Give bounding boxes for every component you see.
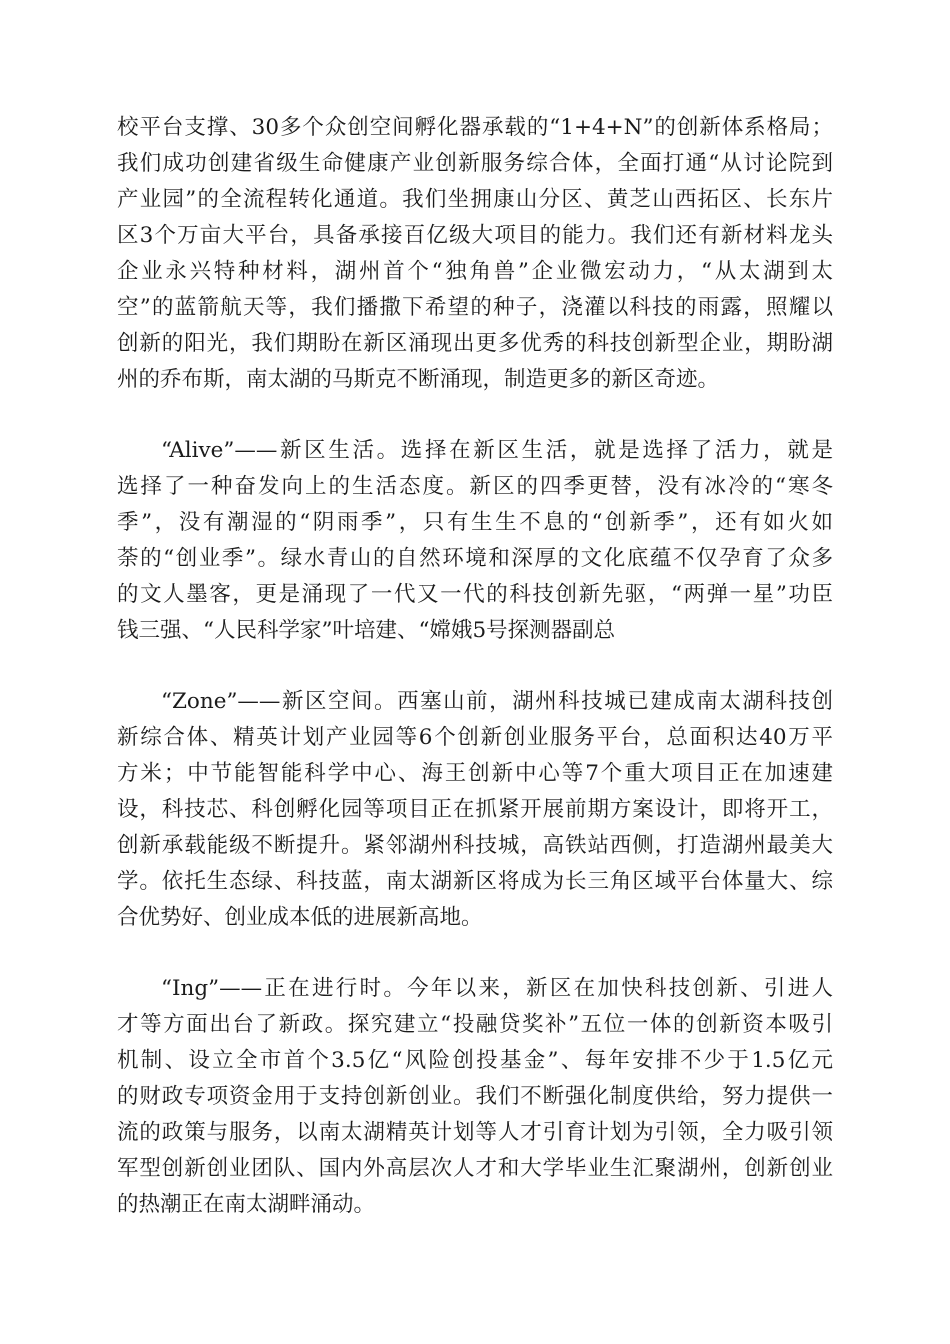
text-line: 季”，没有潮湿的“阴雨季”，只有生生不息的“创新季”，还有如火如	[117, 510, 833, 535]
text-line: 的财政专项资金用于支持创新创业。我们不断强化制度供给，努力提供一	[117, 1084, 833, 1109]
text-line: 创新承载能级不断提升。紧邻湖州科技城，高铁站西侧，打造湖州最美大	[117, 833, 833, 858]
paragraph-zone	[117, 684, 833, 936]
text-line: 选择了一种奋发向上的生活态度。新区的四季更替，没有冰冷的“寒冬	[117, 474, 833, 499]
text-line: 流的政策与服务，以南太湖精英计划等人才引育计划为引领，全力吸引领	[117, 1120, 833, 1145]
text-line: 军型创新创业团队、国内外高层次人才和大学毕业生汇聚湖州，创新创业	[117, 1156, 833, 1181]
text-line: 新综合体、精英计划产业园等6个创新创业服务平台，总面积达40万平	[117, 725, 833, 750]
paragraph-ing	[117, 971, 833, 1223]
text-line: 空”的蓝箭航天等，我们播撒下希望的种子，浇灌以科技的雨露，照耀以	[117, 295, 833, 320]
body-text	[117, 110, 833, 1258]
text-line: 钱三强、“人民科学家”叶培建、“嫦娥5号探测器副总	[117, 618, 616, 643]
paragraph-innovation-system	[117, 110, 833, 398]
text-line: 区3个万亩大平台，具备承接百亿级大项目的能力。我们还有新材料龙头	[117, 223, 833, 248]
text-line: 的热潮正在南太湖畔涌动。	[117, 1192, 376, 1217]
text-line: 设，科技芯、科创孵化园等项目正在抓紧开展前期方案设计，即将开工，	[117, 797, 833, 822]
paragraph-alive	[117, 433, 833, 649]
text-line: 的文人墨客，更是涌现了一代又一代的科技创新先驱，“两弹一星”功臣	[117, 582, 833, 607]
text-line: 荼的“创业季”。绿水青山的自然环境和深厚的文化底蕴不仅孕育了众多	[117, 546, 833, 571]
text-line: 州的乔布斯，南太湖的马斯克不断涌现，制造更多的新区奇迹。	[117, 367, 720, 392]
text-line: 才等方面出台了新政。探究建立“投融贷奖补”五位一体的创新资本吸引	[117, 1012, 833, 1037]
text-line: 机制、设立全市首个3.5亿“风险创投基金”、每年安排不少于1.5亿元	[117, 1048, 833, 1073]
text-line: 方米；中节能智能科学中心、海王创新中心等7个重大项目正在加速建	[117, 761, 833, 786]
text-line: 创新的阳光，我们期盼在新区涌现出更多优秀的科技创新型企业，期盼湖	[117, 331, 833, 356]
text-line: “Zone”——新区空间。西塞山前，湖州科技城已建成南太湖科技创	[161, 689, 833, 714]
text-line: 企业永兴特种材料，湖州首个“独角兽”企业微宏动力，“从太湖到太	[117, 259, 833, 284]
text-line: 我们成功创建省级生命健康产业创新服务综合体，全面打通“从讨论院到	[117, 151, 833, 176]
text-line: “Ing”——正在进行时。今年以来，新区在加快科技创新、引进人	[161, 976, 833, 1001]
text-line: “Alive”——新区生活。选择在新区生活，就是选择了活力，就是	[161, 438, 833, 463]
text-line: 学。依托生态绿、科技蓝，南太湖新区将成为长三角区域平台体量大、综	[117, 869, 833, 894]
text-line: 合优势好、创业成本低的进展新高地。	[117, 905, 483, 930]
text-line: 校平台支撑、30多个众创空间孵化器承载的“1+4+N”的创新体系格局；	[117, 115, 833, 140]
text-line: 产业园”的全流程转化通道。我们坐拥康山分区、黄芝山西拓区、长东片	[117, 187, 833, 212]
